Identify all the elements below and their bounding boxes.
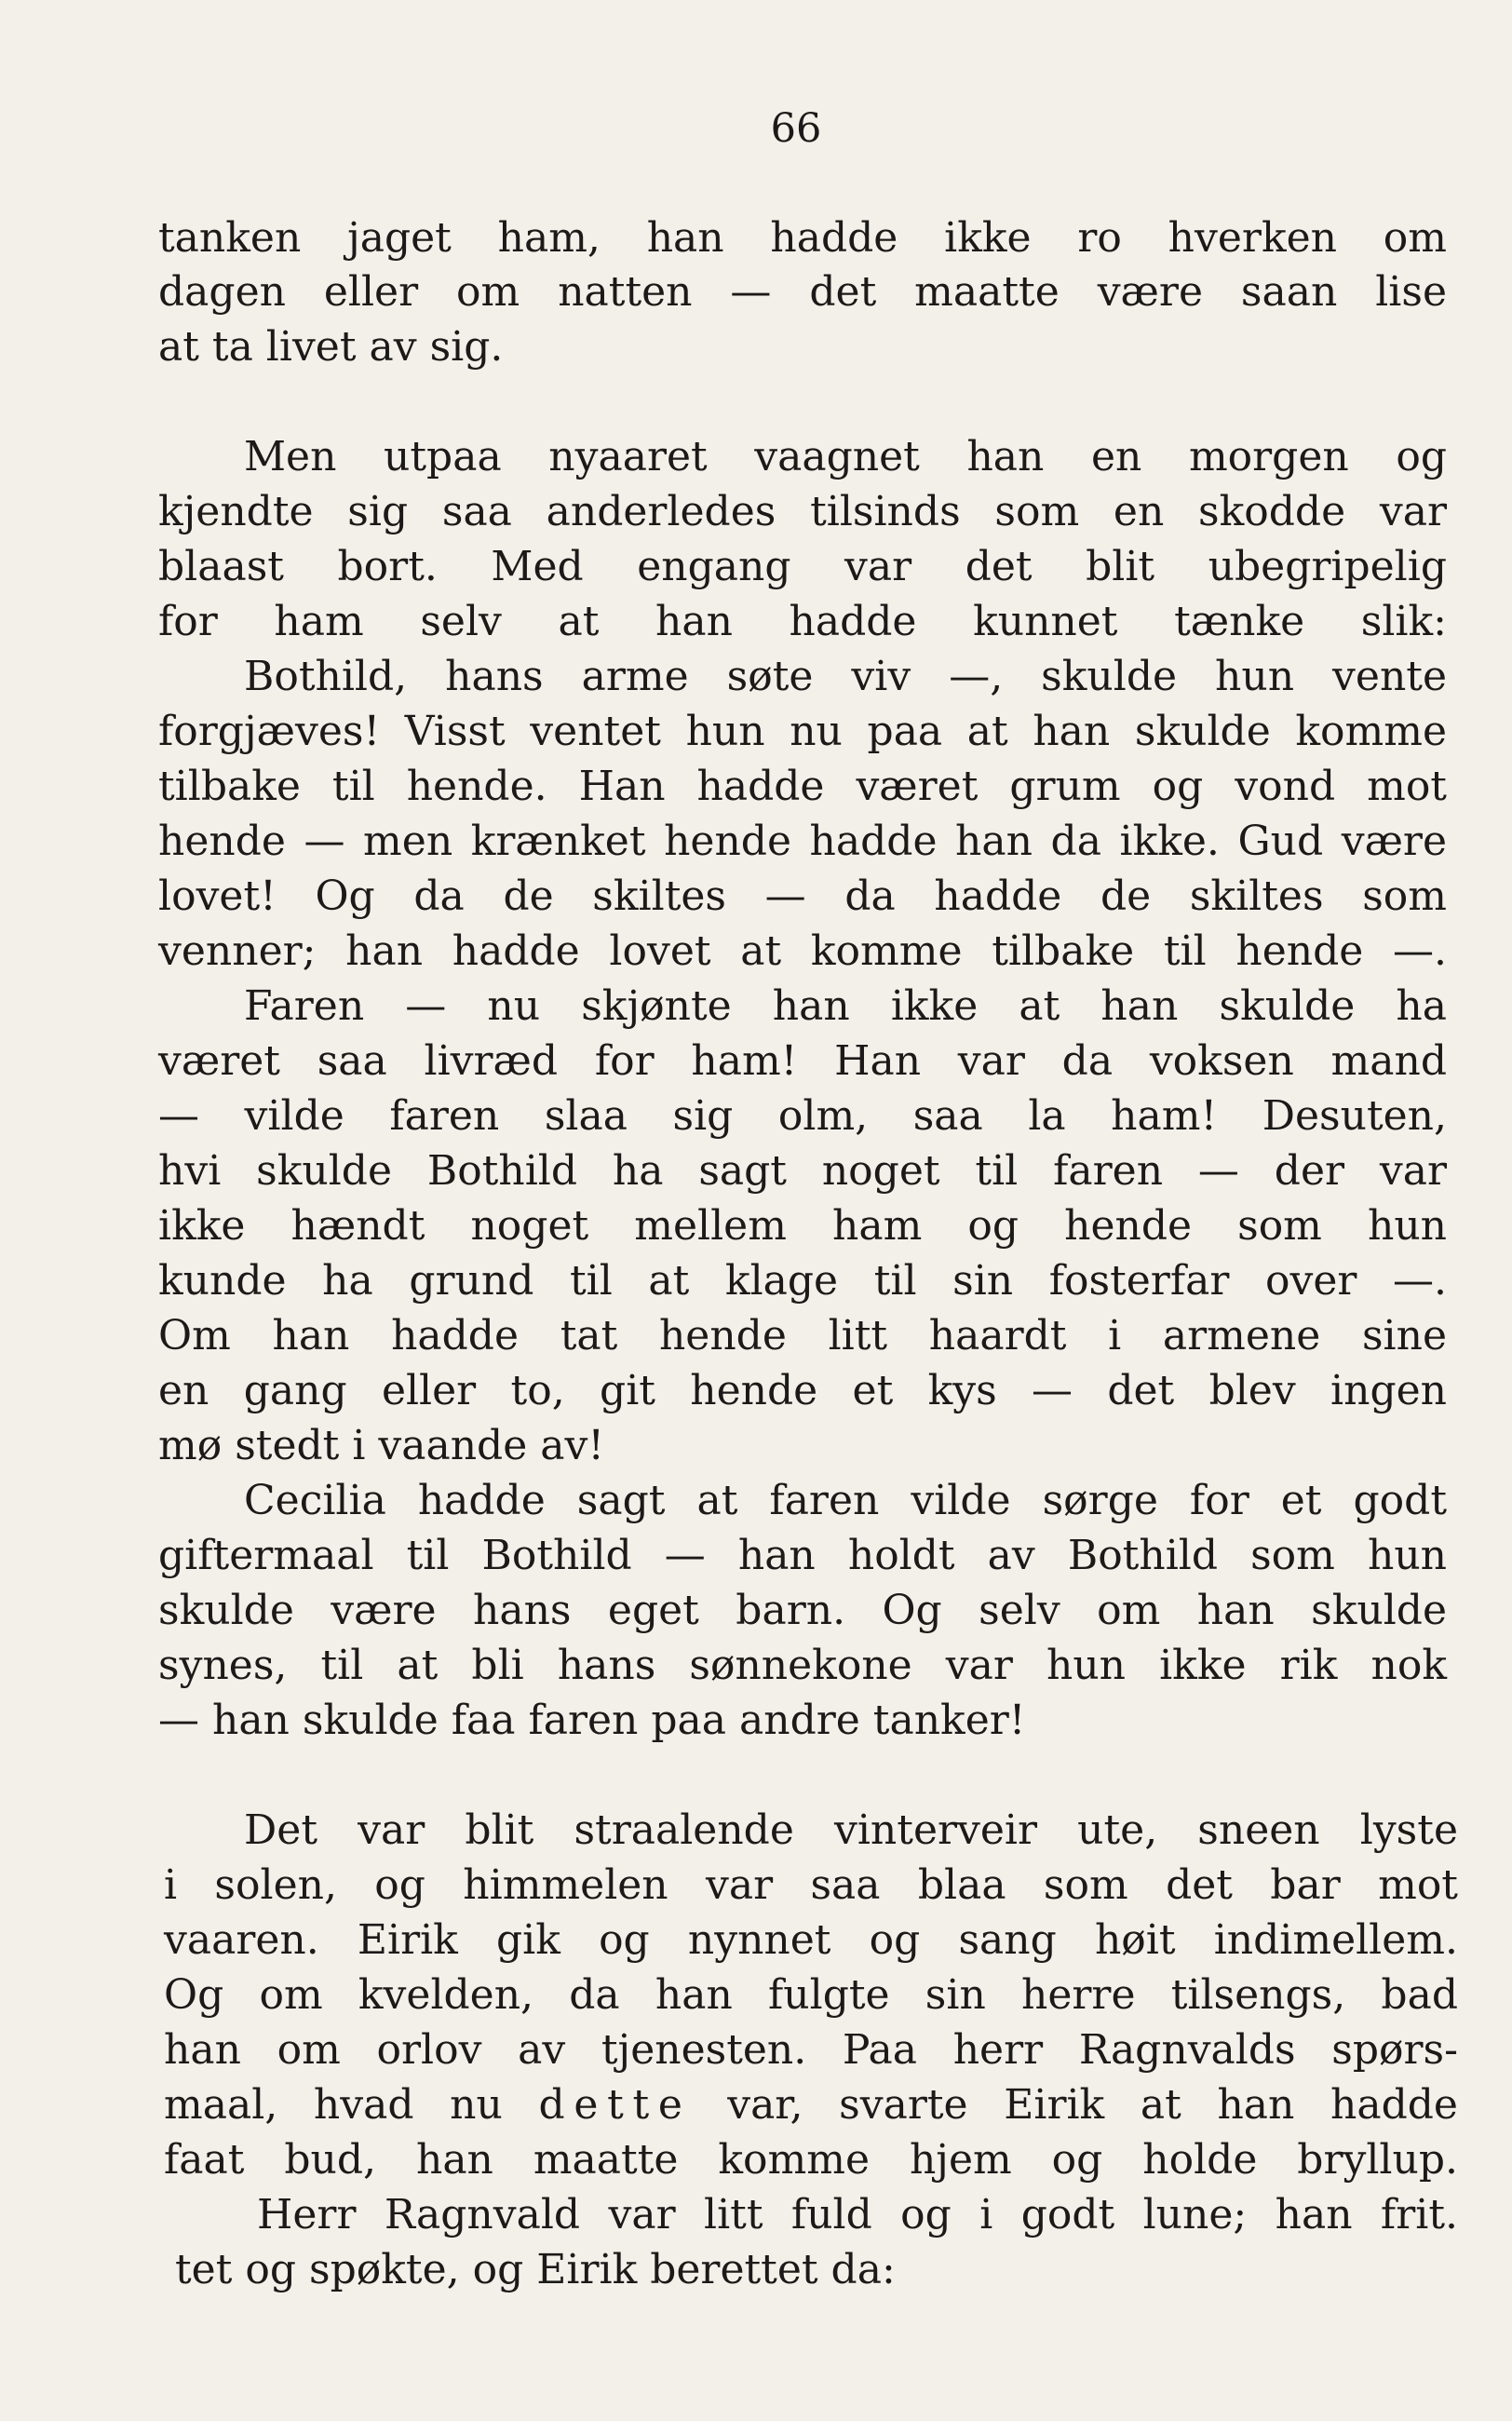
text-line: Cecilia hadde sagt at faren vilde sørge for et godt xyxy=(244,1477,1447,1524)
text-line: kunde ha grund til at klage til sin fosterfar over —. xyxy=(158,1257,1447,1305)
text-line: at ta livet av sig. xyxy=(158,323,504,371)
text-line: forgjæves! Visst ventet hun nu paa at han skulde komme xyxy=(158,708,1447,755)
page-number: 66 xyxy=(770,105,822,152)
text-line: tilbake til hende. Han hadde været grum og vond mot xyxy=(158,763,1447,810)
text-line: for ham selv at han hadde kunnet tænke slik: xyxy=(158,598,1447,645)
text-line: — han skulde faa faren paa andre tanker! xyxy=(158,1697,1026,1744)
text-line: Og om kvelden, da han fulgte sin herre tilsengs, bad xyxy=(164,1971,1458,2019)
text-line: Om han hadde tat hende litt haardt i armene sine xyxy=(158,1312,1447,1359)
text-line: venner; han hadde lovet at komme tilbake til hende —. xyxy=(158,927,1447,975)
text-line: dagen eller om natten — det maatte være saan lise xyxy=(158,268,1447,316)
text-line: — vilde faren slaa sig olm, saa la ham! Desuten, xyxy=(158,1092,1447,1140)
text-line: ikke hændt noget mellem ham og hende som hun xyxy=(158,1202,1447,1250)
text-line: blaast bort. Med engang var det blit ubegripelig xyxy=(158,543,1447,590)
text-line: tet og spøkte, og Eirik berettet da: xyxy=(175,2246,896,2293)
text-line: en gang eller to, git hende et kys — det blev ingen xyxy=(158,1367,1447,1414)
text-line: Herr Ragnvald var litt fuld og i godt lune; han frit. xyxy=(257,2191,1458,2238)
text-line: skulde være hans eget barn. Og selv om han skulde xyxy=(158,1587,1447,1634)
text-line: Det var blit straalende vinterveir ute, sneen lyste xyxy=(244,1806,1458,1854)
text-line: Bothild, hans arme søte viv —, skulde hun vente xyxy=(244,653,1447,700)
emphasized-word: dette xyxy=(538,2081,692,2129)
text-line: mø stedt i vaande av! xyxy=(158,1422,605,1469)
text-line: Men utpaa nyaaret vaagnet han en morgen og xyxy=(244,433,1447,480)
text-line: vaaren. Eirik gik og nynnet og sang høit indimellem. xyxy=(164,1916,1458,1964)
text-run: var, svarte Eirik at han hadde xyxy=(727,2081,1458,2129)
text-line: i solen, og himmelen var saa blaa som det bar mot xyxy=(164,1861,1458,1909)
text-line: hvi skulde Bothild ha sagt noget til faren — der var xyxy=(158,1147,1447,1195)
text-line: han om orlov av tjenesten. Paa herr Ragnvalds spørs- xyxy=(164,2026,1458,2074)
text-line: faat bud, han maatte komme hjem og holde bryllup. xyxy=(164,2136,1458,2184)
text-line: giftermaal til Bothild — han holdt av Bothild som hun xyxy=(158,1532,1447,1579)
text-line: tanken jaget ham, han hadde ikke ro hverken om xyxy=(158,214,1447,262)
text-run: maal, hvad nu xyxy=(164,2081,503,2129)
text-line: Faren — nu skjønte han ikke at han skulde ha xyxy=(244,982,1447,1030)
text-line xyxy=(164,2079,1458,2131)
text-line: været saa livræd for ham! Han var da voksen mand xyxy=(158,1037,1447,1085)
text-line: synes, til at bli hans sønnekone var hun ikke rik nok xyxy=(158,1642,1447,1689)
text-line: hende — men krænket hende hadde han da ikke. Gud være xyxy=(158,818,1447,865)
text-line: lovet! Og da de skiltes — da hadde de skiltes som xyxy=(158,872,1447,920)
text-line: kjendte sig saa anderledes tilsinds som en skodde var xyxy=(158,488,1447,535)
